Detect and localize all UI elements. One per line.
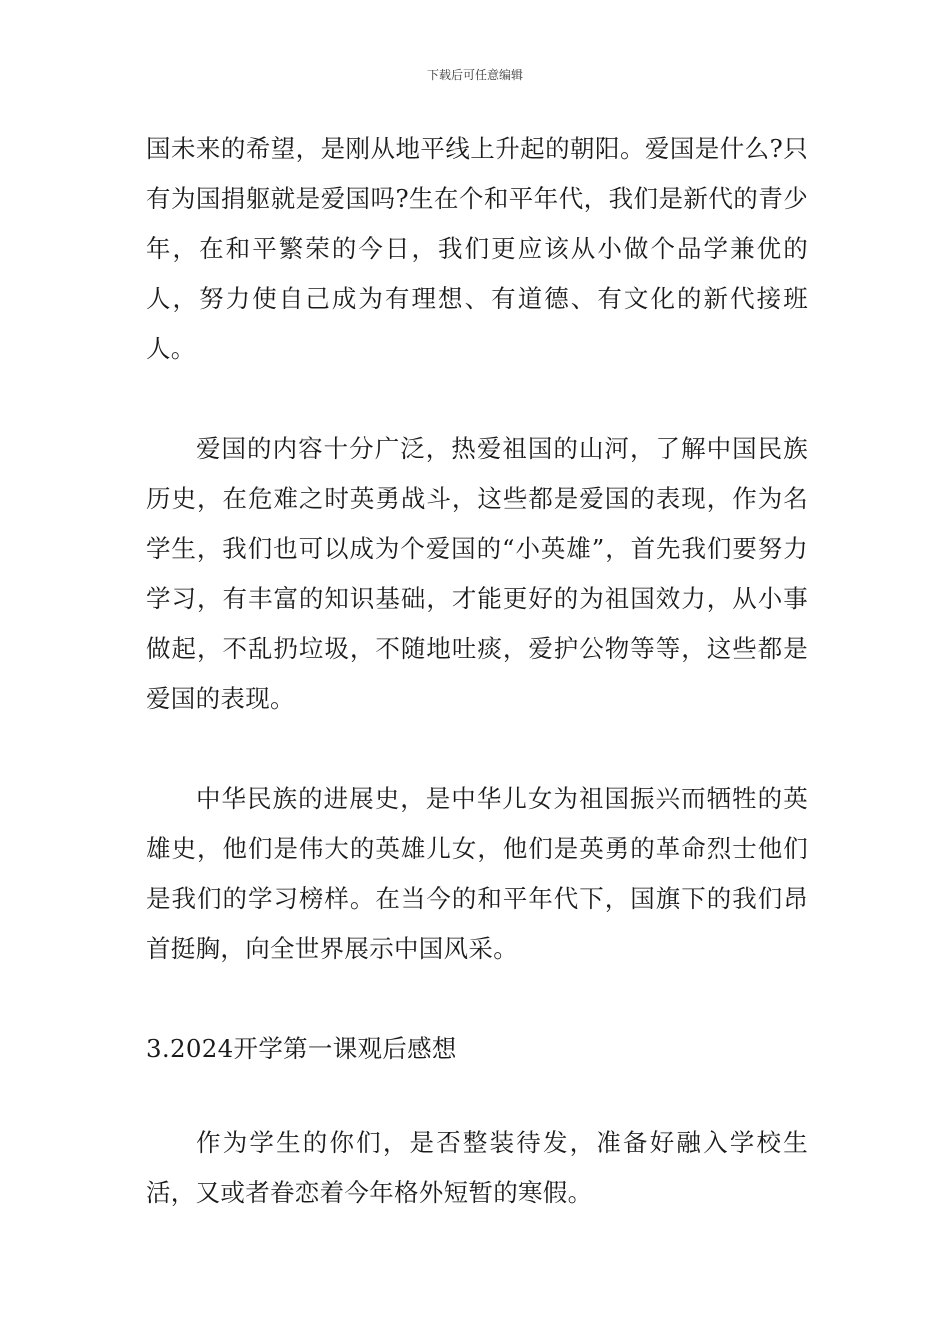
paragraph-2: 爱国的内容十分广泛，热爱祖国的山河，了解中国民族历史，在危难之时英勇战斗，这些都是爱国的表现，作为名学生，我们也可以成为个爱国的“小英雄”，首先我们要努力学习，有丰富的知识基础，才能更好的为祖国效力，从小事做起，不乱扔垃圾，不随地吐痰，爱护公物等等，这些都是爱国的表现。	[146, 434, 808, 713]
section-heading: 3.2024开学第一课观后感想	[146, 1034, 457, 1063]
paragraph-1: 国未来的希望，是刚从地平线上升起的朝阳。爱国是什么?只有为国捐躯就是爱国吗?生在个和平年代，我们是新代的青少年，在和平繁荣的今日，我们更应该从小做个品学兼优的人，努力使自己成为有理想、有道德、有文化的新代接班人。	[146, 134, 808, 363]
paragraph-4: 作为学生的你们，是否整装待发，准备好融入学校生活，又或者眷恋着今年格外短暂的寒假。	[146, 1128, 808, 1207]
paragraph-3: 中华民族的进展史，是中华儿女为祖国振兴而牺牲的英雄史，他们是伟大的英雄儿女，他们是英勇的革命烈士他们是我们的学习榜样。在当今的和平年代下，国旗下的我们昂首挺胸，向全世界展示中国风采。	[146, 784, 808, 963]
page-header: 下载后可任意编辑	[426, 68, 523, 82]
